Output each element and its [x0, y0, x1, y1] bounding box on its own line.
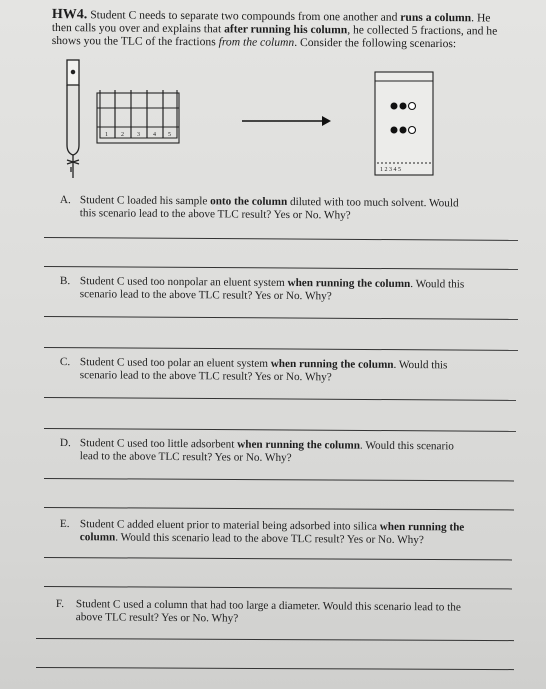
tlc-plate: [375, 72, 433, 175]
question-letter: B.: [59, 275, 71, 288]
question-f: F. Student C used a column that had too large a diameter. Would this scenario lead to the above TLC result? Yes or No. Why?: [55, 598, 461, 625]
answer-line: [44, 397, 516, 401]
answer-line: [44, 347, 518, 351]
question-letter: F.: [55, 598, 65, 611]
question-letter: D.: [59, 437, 71, 450]
header-line-2: then calls you over and explains that after running his column, he collected 5 fractions, and he: [51, 20, 498, 38]
header-line-1: HW4. Student C needs to separate two compounds from one another and runs a column. He: [51, 7, 491, 25]
tlc-lane-labels: 1 2 3 4 5: [380, 167, 401, 173]
question-e: E. Student C added eluent prior to material being adsorbed into silica when running the column. Would this scenario lead to the above TLC result? Yes or No. Why?: [59, 518, 465, 547]
answer-line: [36, 667, 514, 670]
answer-line: [44, 237, 518, 241]
fraction-label: 5: [168, 132, 171, 138]
question-letter: C.: [59, 356, 71, 369]
answer-line: [44, 316, 518, 320]
fraction-label: 4: [153, 132, 156, 138]
question-c: C. Student C used too polar an eluent system when running the column. Would this scenario lead to the above TLC result? Yes or No. Why?: [59, 356, 448, 384]
fraction-label: 1: [105, 132, 108, 138]
answer-line: [44, 507, 514, 510]
answer-line: [44, 478, 514, 481]
figure-drawing: [50, 50, 450, 200]
question-a: A. Student C loaded his sample onto the column diluted with too much solvent. Would this scenario lead to the above TLC result? Yes or No. Why?: [59, 194, 459, 222]
fraction-label: 2: [121, 132, 124, 138]
problem-statement: [52, 8, 522, 51]
chromatography-column: [67, 60, 79, 178]
column-and-tlc-figure: [50, 50, 450, 200]
answer-line: [44, 586, 512, 589]
answer-line: [44, 428, 516, 432]
question-letter: E.: [59, 518, 70, 531]
header-line-3: shows you the TLC of the fractions from the column. Consider the following scenarios:: [51, 33, 457, 51]
question-b: B. Student C used too nonpolar an eluent system when running the column. Would this scenario lead to the above TLC result? Yes or No. Why?: [59, 275, 465, 303]
answer-line: [44, 266, 518, 270]
question-letter: A.: [59, 194, 71, 207]
answer-line: [44, 557, 512, 560]
question-d: D. Student C used too little adsorbent when running the column. Would this scenario lead to the above TLC result? Yes or No. Why?: [59, 437, 454, 465]
arrow-icon: [242, 116, 331, 126]
answer-line: [36, 638, 514, 641]
fraction-label: 3: [137, 132, 140, 138]
homework-number: HW4.: [51, 7, 88, 23]
